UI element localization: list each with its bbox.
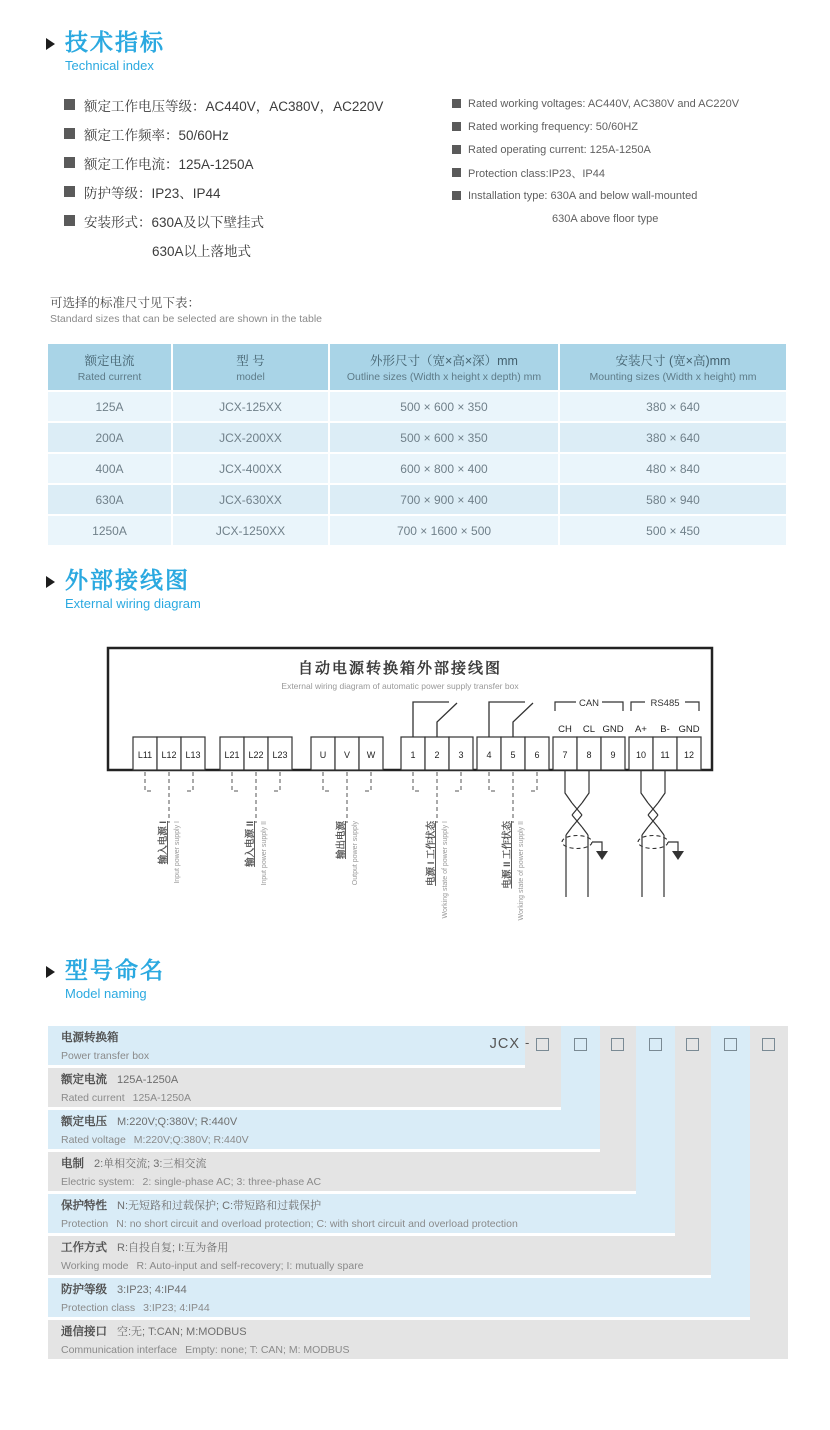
cell: 400A bbox=[48, 454, 173, 483]
svg-text:4: 4 bbox=[486, 750, 492, 760]
svg-text:L22: L22 bbox=[248, 750, 264, 760]
cell: 500 × 450 bbox=[560, 516, 786, 545]
svg-text:Input power supply I: Input power supply I bbox=[174, 821, 181, 884]
model-code-box bbox=[686, 1038, 699, 1051]
spec-text: 防护等级：IP23、IP44 bbox=[84, 185, 221, 201]
svg-text:9: 9 bbox=[610, 750, 616, 760]
bullet-square-icon bbox=[64, 128, 75, 139]
cell: 380 × 640 bbox=[560, 392, 786, 421]
model-row: 额定电压 M:220V;Q:380V; R:440V Rated voltage M:220V;Q:380V; R:440V bbox=[48, 1110, 600, 1149]
col-header: 型 号 model bbox=[173, 344, 330, 390]
ground-icon bbox=[596, 851, 608, 860]
section-wiring-heading bbox=[46, 568, 201, 611]
code-column-stripe bbox=[711, 1026, 750, 1278]
svg-text:3: 3 bbox=[458, 750, 464, 760]
code-column-stripe bbox=[636, 1026, 675, 1194]
contact-symbol bbox=[413, 702, 533, 737]
spec-item bbox=[64, 90, 383, 119]
twisted-pair-can bbox=[562, 770, 608, 897]
twisted-pair-rs485 bbox=[638, 770, 684, 897]
model-dash: - bbox=[525, 1035, 530, 1050]
spec-text: 安装形式：630A及以下壁挂式 bbox=[84, 214, 265, 230]
cell: JCX-200XX bbox=[173, 423, 330, 452]
svg-text:10: 10 bbox=[635, 750, 647, 760]
spec-text: 630A above floor type bbox=[552, 212, 659, 225]
bullet-square-icon bbox=[452, 122, 461, 131]
svg-text:输出电源: 输出电源 bbox=[336, 821, 347, 860]
model-naming-diagram bbox=[48, 1026, 788, 1359]
svg-text:Working state of power supply: Working state of power supply II bbox=[518, 821, 525, 921]
spec-item bbox=[452, 161, 739, 184]
svg-text:Input power supply II: Input power supply II bbox=[261, 821, 268, 886]
spec-text: 额定工作电流：125A-1250A bbox=[84, 156, 254, 172]
svg-text:输入电源 II: 输入电源 II bbox=[245, 821, 256, 867]
spec-item bbox=[64, 206, 383, 235]
bullet-square-icon bbox=[452, 145, 461, 154]
section-marker-icon bbox=[46, 38, 55, 50]
code-column-stripe bbox=[750, 1026, 788, 1320]
spec-item bbox=[64, 119, 383, 148]
spec-item-continuation bbox=[64, 235, 383, 264]
model-code-box bbox=[762, 1038, 775, 1051]
diagram-title-en: External wiring diagram of automatic power supply transfer box bbox=[281, 681, 519, 691]
spec-item bbox=[64, 148, 383, 177]
cell: JCX-1250XX bbox=[173, 516, 330, 545]
rs485-label: RS485 bbox=[650, 698, 680, 709]
section-title-zh: 外部接线图 bbox=[65, 567, 190, 593]
svg-text:6: 6 bbox=[534, 750, 540, 760]
spec-item bbox=[452, 115, 739, 138]
cell: 1250A bbox=[48, 516, 173, 545]
section-model-heading bbox=[46, 958, 165, 1001]
model-prefix: JCX bbox=[489, 1036, 520, 1052]
model-row: 电源转换箱 Power transfer box bbox=[48, 1026, 525, 1065]
group-brackets bbox=[145, 772, 537, 823]
model-row: 电制 2:单相交流; 3:三相交流 Electric system: 2: single-phase AC; 3: three-phase AC bbox=[48, 1152, 636, 1191]
model-code-box bbox=[536, 1038, 549, 1051]
svg-text:2: 2 bbox=[434, 750, 440, 760]
section-marker-icon bbox=[46, 966, 55, 978]
can-pin-label: GND bbox=[602, 724, 624, 735]
section-title-en: Model naming bbox=[65, 986, 147, 1002]
cell: 480 × 840 bbox=[560, 454, 786, 483]
model-code-box bbox=[611, 1038, 624, 1051]
table-row bbox=[48, 454, 786, 483]
model-row: 保护特性 N:无短路和过载保护; C:带短路和过载保护 Protection N: no short circuit and overload protection; C: with short circuit and overload protection bbox=[48, 1194, 675, 1233]
cell: JCX-400XX bbox=[173, 454, 330, 483]
code-column-stripe bbox=[675, 1026, 711, 1236]
svg-text:1: 1 bbox=[410, 750, 416, 760]
section-title-en: External wiring diagram bbox=[65, 596, 201, 612]
svg-text:U: U bbox=[319, 750, 327, 760]
bullet-square-icon bbox=[64, 157, 75, 168]
spec-item-continuation bbox=[452, 207, 739, 230]
ground-icon bbox=[672, 851, 684, 860]
model-code-box bbox=[724, 1038, 737, 1051]
section-technical-heading bbox=[46, 30, 165, 73]
terminal-blocks bbox=[133, 737, 701, 770]
standard-sizes-table bbox=[48, 342, 786, 547]
cell: 200A bbox=[48, 423, 173, 452]
col-header: 安装尺寸 (宽×高)mm Mounting sizes (Width x height) mm bbox=[560, 344, 786, 390]
bullet-square-icon bbox=[64, 215, 75, 226]
cell: 700 × 1600 × 500 bbox=[330, 516, 560, 545]
cell: JCX-630XX bbox=[173, 485, 330, 514]
rs485-pin-label: GND bbox=[678, 724, 700, 735]
table-row bbox=[48, 516, 786, 545]
cell: 125A bbox=[48, 392, 173, 421]
cell: 380 × 640 bbox=[560, 423, 786, 452]
svg-text:L11: L11 bbox=[137, 750, 153, 760]
bullet-square-icon bbox=[452, 168, 461, 177]
cell: 700 × 900 × 400 bbox=[330, 485, 560, 514]
bullet-square-icon bbox=[452, 191, 461, 200]
bullet-square-icon bbox=[64, 99, 75, 110]
table-header-row bbox=[48, 344, 786, 390]
cell: 500 × 600 × 350 bbox=[330, 423, 560, 452]
model-row: 工作方式 R:自投自复; I:互为备用 Working mode R: Auto-input and self-recovery; I: mutually spare bbox=[48, 1236, 711, 1275]
cell: 630A bbox=[48, 485, 173, 514]
svg-text:L13: L13 bbox=[185, 750, 201, 760]
table-row bbox=[48, 423, 786, 452]
spec-item bbox=[452, 92, 739, 115]
cell: 600 × 800 × 400 bbox=[330, 454, 560, 483]
spec-item bbox=[452, 138, 739, 161]
svg-text:L23: L23 bbox=[272, 750, 288, 760]
spec-text: Rated working frequency: 50/60HZ bbox=[468, 120, 638, 133]
spec-list-en bbox=[452, 92, 739, 230]
section-marker-icon bbox=[46, 576, 55, 588]
svg-text:W: W bbox=[366, 750, 376, 760]
svg-text:11: 11 bbox=[660, 750, 670, 760]
svg-text:Working state of power supply: Working state of power supply I bbox=[442, 821, 449, 919]
table-intro-zh: 可选择的标准尺寸见下表： bbox=[50, 296, 201, 310]
spec-text: 630A以上落地式 bbox=[152, 243, 252, 259]
spec-item bbox=[64, 177, 383, 206]
spec-item bbox=[452, 184, 739, 207]
cell: JCX-125XX bbox=[173, 392, 330, 421]
group-labels bbox=[157, 821, 525, 921]
svg-text:5: 5 bbox=[510, 750, 516, 760]
can-pin-label: CH bbox=[558, 724, 572, 735]
can-label: CAN bbox=[578, 698, 600, 709]
bullet-square-icon bbox=[452, 99, 461, 108]
bullet-square-icon bbox=[64, 186, 75, 197]
spec-text: Protection class:IP23、IP44 bbox=[468, 167, 605, 180]
svg-text:L12: L12 bbox=[161, 750, 177, 760]
diagram-title-zh: 自动电源转换箱外部接线图 bbox=[297, 660, 503, 677]
cell: 500 × 600 × 350 bbox=[330, 392, 560, 421]
spec-text: 额定工作电压等级：AC440V，AC380V，AC220V bbox=[84, 98, 384, 114]
spec-text: Rated working voltages: AC440V, AC380V and AC220V bbox=[468, 97, 740, 110]
rs485-pin-label: A+ bbox=[635, 724, 647, 735]
spec-text: Rated operating current: 125A-1250A bbox=[468, 143, 651, 156]
table-intro-en: Standard sizes that can be selected are shown in the table bbox=[50, 313, 323, 325]
spec-list-zh bbox=[64, 90, 383, 264]
table-row bbox=[48, 485, 786, 514]
col-header: 额定电流 Rated current bbox=[48, 344, 173, 390]
svg-text:12: 12 bbox=[683, 750, 695, 760]
rs485-pin-label: B- bbox=[660, 724, 670, 735]
model-code-box bbox=[649, 1038, 662, 1051]
svg-text:8: 8 bbox=[586, 750, 592, 760]
model-row: 通信接口 空:无; T:CAN; M:MODBUS Communication interface Empty: none; T: CAN; M: MODBUS bbox=[48, 1320, 788, 1359]
svg-text:7: 7 bbox=[562, 750, 568, 760]
section-title-zh: 技术指标 bbox=[65, 29, 165, 55]
svg-text:V: V bbox=[343, 750, 351, 760]
model-row: 防护等级 3:IP23; 4:IP44 Protection class 3:IP23; 4:IP44 bbox=[48, 1278, 750, 1317]
svg-text:L21: L21 bbox=[224, 750, 240, 760]
section-title-en: Technical index bbox=[65, 58, 154, 74]
model-row: 额定电流 125A-1250A Rated current 125A-1250A bbox=[48, 1068, 561, 1107]
section-title-zh: 型号命名 bbox=[65, 957, 165, 983]
svg-text:电源 II 工作状态: 电源 II 工作状态 bbox=[502, 821, 513, 889]
svg-text:Output power supply: Output power supply bbox=[352, 821, 359, 886]
svg-text:输入电源 I: 输入电源 I bbox=[158, 821, 169, 865]
svg-text:电源 I 工作状态: 电源 I 工作状态 bbox=[426, 821, 437, 886]
table-row bbox=[48, 392, 786, 421]
can-pin-label: CL bbox=[582, 724, 596, 735]
spec-text: 额定工作频率：50/60Hz bbox=[84, 127, 229, 143]
model-code-box bbox=[574, 1038, 587, 1051]
wiring-diagram bbox=[105, 645, 720, 953]
col-header: 外形尺寸（宽×高×深）mm Outline sizes (Width x height x depth) mm bbox=[330, 344, 560, 390]
spec-text: Installation type: 630A and below wall-mounted bbox=[468, 189, 698, 202]
cell: 580 × 940 bbox=[560, 485, 786, 514]
